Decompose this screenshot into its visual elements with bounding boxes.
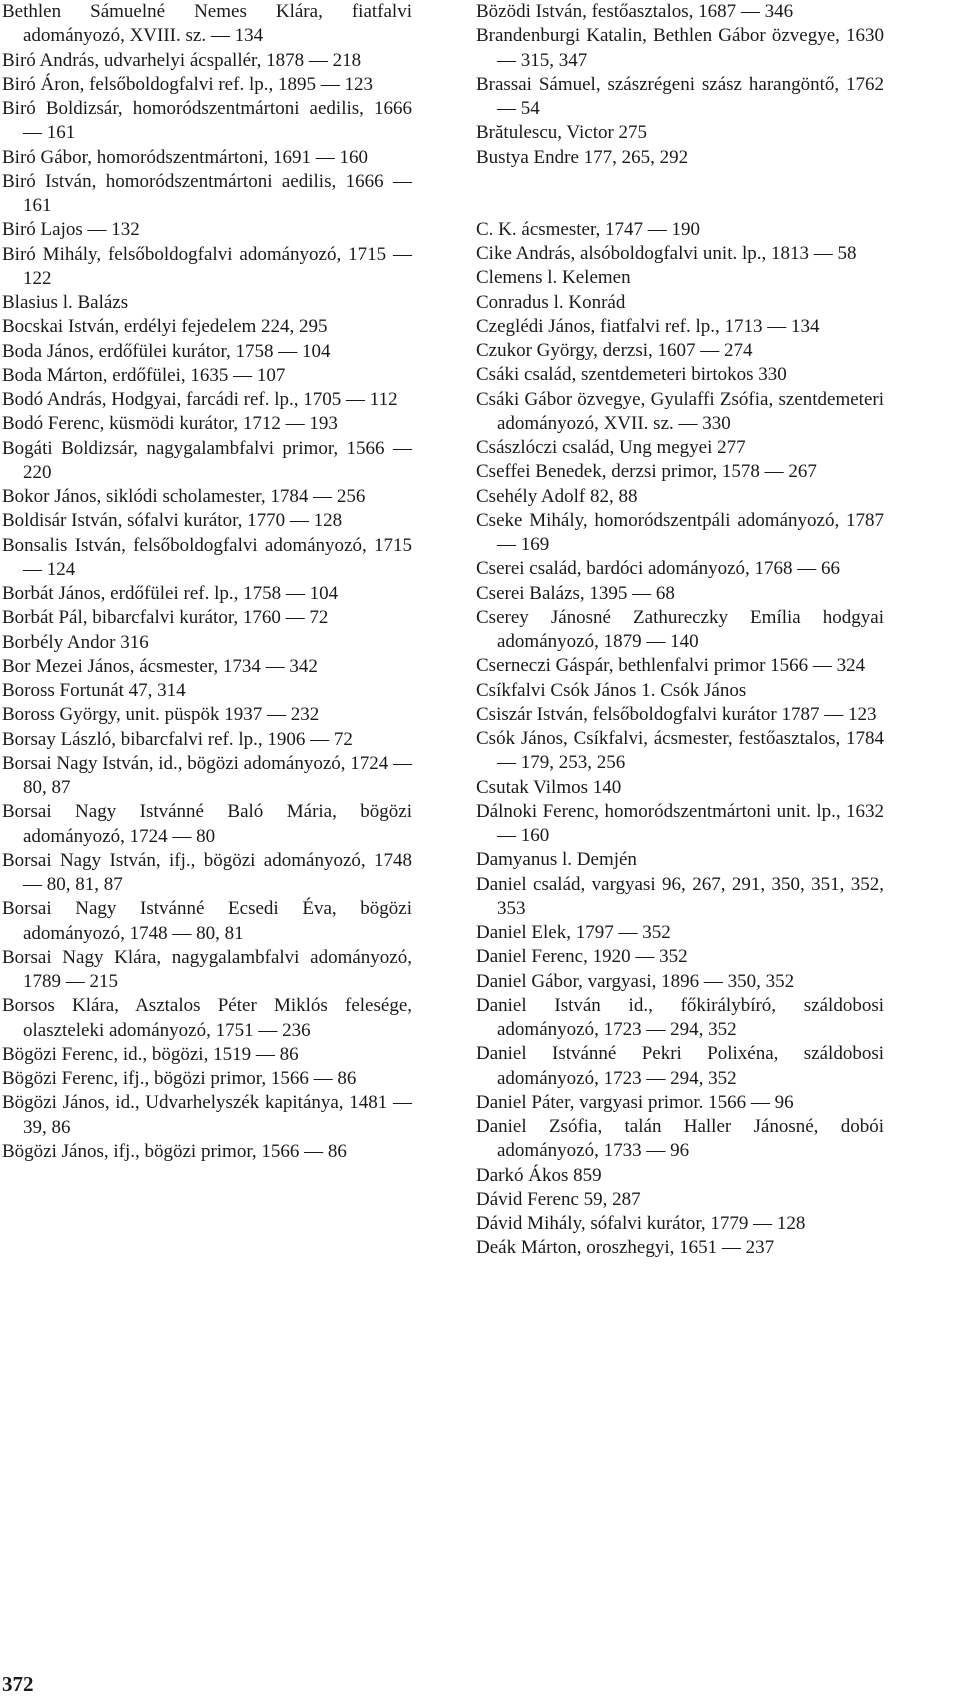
index-entry: Cserei család, bardóci adományozó, 1768 — 66 [476, 558, 841, 580]
index-entry: Biró Boldizsár, homoródszentmártoni aedilis, 1666 — 161 [2, 98, 412, 144]
index-entry: Biró Áron, felsőboldogfalvi ref. lp., 1895 — 123 [2, 73, 373, 95]
index-entry: Clemens l. Kelemen [476, 267, 631, 289]
index-entry: Bögözi János, ifj., bögözi primor, 1566 — 86 [2, 1140, 347, 1162]
right-column [476, 0, 884, 1261]
index-entry: Cserei Balázs, 1395 — 68 [476, 582, 675, 604]
index-entry: Borsai Nagy István, id., bögözi adományozó, 1724 — 80, 87 [2, 752, 413, 798]
index-entry: Borsai Nagy Istvánné Baló Mária, bögözi adományozó, 1724 — 80 [2, 801, 412, 847]
index-entry: Borsai Nagy Istvánné Ecsedi Éva, bögözi adományozó, 1748 — 80, 81 [2, 898, 412, 944]
index-entry: Biró Gábor, homoródszentmártoni, 1691 — 160 [2, 146, 368, 168]
index-entry: Daniel Ferenc, 1920 — 352 [476, 946, 688, 968]
index-entry: Bor Mezei János, ácsmester, 1734 — 342 [2, 655, 318, 677]
index-entry: Biró István, homoródszentmártoni aedilis, 1666 — 161 [2, 170, 412, 216]
index-entry: Boross Fortunát 47, 314 [2, 680, 186, 701]
index-entry: Brassai Sámuel, szászrégeni szász harangöntő, 1762 — 54 [476, 73, 884, 119]
index-entry: Csiszár István, felsőboldogfalvi kurátor 1787 — 123 [476, 703, 877, 725]
index-entry: Csutak Vilmos 140 [476, 776, 622, 798]
index-entry: Császlóczi család, Ung megyei 277 [476, 437, 746, 458]
index-entry: Daniel család, vargyasi 96, 267, 291, 350, 351, 352, 353 [476, 873, 884, 919]
index-entry: Borsay László, bibarcfalvi ref. lp., 1906 — 72 [2, 728, 353, 750]
index-entry: Bögözi Ferenc, ifj., bögözi primor, 1566 — 86 [2, 1068, 357, 1089]
index-entry: Daniel Gábor, vargyasi, 1896 — 350, 352 [476, 970, 795, 992]
index-entry: Borbát Pál, bibarcfalvi kurátor, 1760 — 72 [2, 607, 329, 629]
index-entry: Cserneczi Gáspár, bethlenfalvi primor 1566 — 324 [476, 655, 866, 677]
index-entry: Csáki Gábor özvegye, Gyulaffi Zsófia, szentdemeteri adományozó, XVII. sz. — 330 [476, 388, 884, 434]
index-entry: Borsai Nagy Klára, nagygalambfalvi adományozó, 1789 — 215 [2, 946, 412, 992]
index-entry: Cseffei Benedek, derzsi primor, 1578 — 267 [476, 461, 817, 483]
index-entry: Czukor György, derzsi, 1607 — 274 [476, 340, 753, 361]
index-entry: Daniel Páter, vargyasi primor. 1566 — 96 [476, 1091, 794, 1113]
index-entry: Bodó András, Hodgyai, farcádi ref. lp., 1705 — 112 [2, 389, 398, 410]
index-entry: Biró Mihály, felsőboldogfalvi adományozó, 1715 — 122 [2, 243, 412, 289]
index-entry: Daniel István id., főkirálybíró, száldobosi adományozó, 1723 — 294, 352 [476, 994, 884, 1040]
index-entry: Czeglédi János, fiatfalvi ref. lp., 1713 — 134 [476, 315, 820, 337]
index-entry: Bogáti Boldizsár, nagygalambfalvi primor, 1566 — 220 [2, 437, 412, 483]
index-entry: Csíkfalvi Csók János 1. Csók János [476, 679, 747, 701]
index-entry: Dávid Ferenc 59, 287 [476, 1188, 641, 1210]
right-column-group-c [476, 218, 884, 1261]
index-entry: Daniel Elek, 1797 — 352 [476, 922, 671, 943]
index-entry: Bögözi János, id., Udvarhelyszék kapitánya, 1481 — 39, 86 [2, 1092, 412, 1138]
index-entry: Bözödi István, festőasztalos, 1687 — 346 [476, 1, 794, 22]
index-entry: Brătulescu, Victor 275 [476, 122, 648, 144]
index-entry: Dálnoki Ferenc, homoródszentmártoni unit. lp., 1632 — 160 [476, 800, 884, 846]
index-entry: Blasius l. Balázs [2, 292, 129, 313]
index-entry: Daniel Istvánné Pekri Polixéna, száldobosi adományozó, 1723 — 294, 352 [476, 1043, 884, 1089]
index-entry: Deák Márton, oroszhegyi, 1651 — 237 [476, 1237, 775, 1259]
index-entry: Conradus l. Konrád [476, 291, 626, 313]
index-entry: Borsos Klára, Asztalos Péter Miklós felesége, olaszteleki adományozó, 1751 — 236 [2, 995, 412, 1041]
index-entry: Damyanus l. Demjén [476, 849, 637, 871]
index-entry: Cseke Mihály, homoródszentpáli adományozó, 1787 — 169 [476, 509, 884, 555]
index-entry: Boda János, erdőfülei kurátor, 1758 — 104 [2, 340, 331, 362]
index-entry: C. K. ácsmester, 1747 — 190 [476, 218, 701, 240]
index-entry: Csáki család, szentdemeteri birtokos 330 [476, 364, 787, 386]
index-entry: Daniel Zsófia, talán Haller Jánosné, dobói adományozó, 1733 — 96 [476, 1116, 884, 1162]
left-column [2, 0, 412, 1164]
index-entry: Borbát János, erdőfülei ref. lp., 1758 — 104 [2, 583, 339, 604]
index-entry: Cike András, alsóboldogfalvi unit. lp., 1813 — 58 [476, 243, 857, 264]
index-entry: Bustya Endre 177, 265, 292 [476, 146, 689, 168]
index-entry: Bögözi Ferenc, id., bögözi, 1519 — 86 [2, 1043, 299, 1065]
index-entry: Dávid Mihály, sófalvi kurátor, 1779 — 128 [476, 1213, 806, 1234]
index-entry: Darkó Ákos 859 [476, 1164, 602, 1186]
index-entry: Bocskai István, erdélyi fejedelem 224, 295 [2, 316, 328, 338]
index-entry: Bethlen Sámuelné Nemes Klára, fiatfalvi adományozó, XVIII. sz. — 134 [2, 1, 412, 47]
index-entry: Boldisár István, sófalvi kurátor, 1770 — 128 [2, 510, 343, 532]
letter-group-gap [476, 170, 884, 218]
index-entry: Bonsalis István, felsőboldogfalvi adományozó, 1715 — 124 [2, 534, 412, 580]
index-entry: Cserey Jánosné Zathureczky Emília hodgyai adományozó, 1879 — 140 [476, 606, 884, 652]
index-entry: Borsai Nagy István, ifj., bögözi adományozó, 1748 — 80, 81, 87 [2, 849, 412, 895]
index-entry: Csók János, Csíkfalvi, ácsmester, festőasztalos, 1784 — 179, 253, 256 [476, 728, 884, 774]
page-number: 372 [2, 1672, 34, 1696]
index-entry: Biró András, udvarhelyi ácspallér, 1878 — 218 [2, 49, 362, 71]
index-entry: Bokor János, siklódi scholamester, 1784 — 256 [2, 486, 366, 507]
index-entry: Brandenburgi Katalin, Bethlen Gábor özvegye, 1630 — 315, 347 [476, 25, 884, 71]
right-column-group-b [476, 0, 884, 170]
index-entry: Boross György, unit. püspök 1937 — 232 [2, 704, 320, 726]
index-entry: Biró Lajos — 132 [2, 219, 140, 241]
index-entry: Csehély Adolf 82, 88 [476, 485, 638, 507]
index-entry: Borbély Andor 316 [2, 631, 149, 653]
index-entry: Boda Márton, erdőfülei, 1635 — 107 [2, 364, 286, 386]
index-entry: Bodó Ferenc, küsmödi kurátor, 1712 — 193 [2, 413, 338, 435]
